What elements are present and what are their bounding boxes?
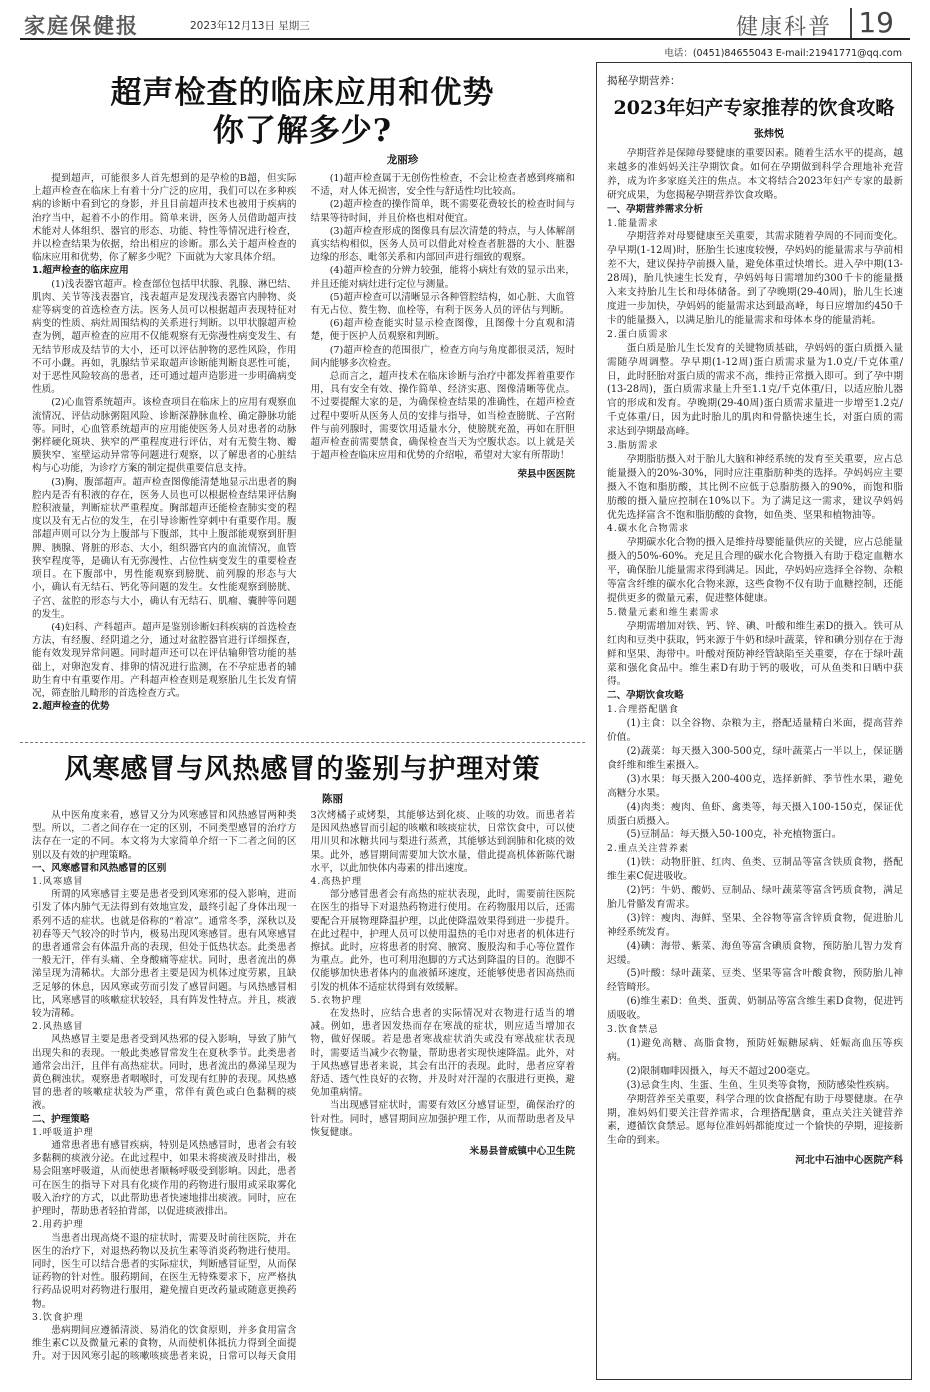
body-paragraph: (3)忌食生肉、生蛋、生鱼、生贝类等食物，预防感染性疾病。: [626, 1079, 896, 1091]
subsection-heading: 1.合理搭配膳食: [607, 704, 679, 716]
article-ultrasound: [20, 60, 585, 740]
body-paragraph: (2)超声检查的操作简单，既不需要花费较长的检查时间与结果等待时间，并且价格也相对便宜。: [310, 199, 575, 224]
body-paragraph: (2)心血管系统超声。该检查项目在临床上的应用有观察血流情况、评估动脉粥阻风险、诊断深静脉血栓、确定静脉功能等。同时，心血管系统超声的应用能使医务人员对患者的动脉粥样硬化斑块、狭窄的严重程度进行评估，对有无赘生物、瓣膜狭窄、室壁运动异常等问题进行观察，以了解患者的心脏结构与心功能，为诊疗方案的制定提供重要信息支持。: [32, 397, 297, 475]
body-paragraph: (5)超声检查可以清晰显示各种管腔结构，如心脏、大血管有无占位、赘生物、血栓等，有利于医务人员的评估与判断。: [310, 291, 575, 317]
subsection-heading: 5.微量元素和维生素需求: [607, 606, 720, 618]
body-paragraph: (5)豆制品：每天摄入50-100克，补充植物蛋白。: [626, 829, 842, 841]
body-paragraph: 所谓的风寒感冒主要是患者受到风寒邪的侵入影响，进而引发了体内肺气无法得到有效地宣发，最终引起了身体出现一系列不适的症状。也就是俗称的“着凉”。通常冬季，深秋以及初春等天气较冷的时节内，极易出现风寒感冒。患有风寒感冒的患者通常会有体温升高的表现，但处于低热状态。此类患者一般无汗，伴有头痛、全身酸痛等症状。同时，患者流出的鼻涕呈现为清稀状。大部分患者主要是因为机体过度劳累，且缺乏足够的休息，因风寒或劳而引发了感冒问题。与风热感冒相比，风寒感冒的咳嗽症状较轻，具有阵发性特点。并且，痰液较为清稀。: [32, 889, 297, 1020]
subsection-heading: 3.饮食护理: [32, 1311, 84, 1323]
article-pregnancy-nutrition: [596, 62, 912, 1380]
article-title: 风寒感冒与风热感冒的鉴别与护理对策: [64, 754, 541, 785]
article-author: 龙丽珍: [386, 154, 419, 166]
body-paragraph: 孕期营养至关重要，科学合理的饮食搭配有助于母婴健康。在孕期，准妈妈们要关注营养需求，合理搭配膳食，重点关注关键营养素，遵循饮食禁忌。愿每位准妈妈都能度过一个愉快的孕期，迎接新生命的到来。: [607, 1093, 903, 1147]
newspaper-name: 家庭保健报: [24, 14, 139, 38]
body-paragraph: (2)钙：牛奶、酸奶、豆制品、绿叶蔬菜等富含钙质食物，满足胎儿骨骼发育需求。: [607, 885, 903, 910]
subsection-heading: 4.高热护理: [310, 876, 363, 888]
subsection-heading: 2.用药护理: [32, 1219, 84, 1231]
body-paragraph: (7)超声检查的范围很广，检查方向与角度都很灵活，短时间内能够多次检查。: [310, 344, 575, 369]
article-kicker: 揭秘孕期营养：: [607, 75, 681, 87]
contact-info: 电话：(0451)84655043 E-mail:21941771@qq.com: [664, 48, 902, 59]
article-title: 2023年妇产专家推荐的饮食攻略: [613, 97, 895, 119]
masthead: [20, 6, 910, 40]
subsection-heading: 1.呼吸道护理: [32, 1126, 94, 1138]
subsection-heading: 4.碳水化合物需求: [607, 523, 690, 535]
subsection-heading: 2.重点关注营养素: [607, 843, 690, 855]
masthead-divider: [850, 8, 852, 38]
body-paragraph: 患病期间应遵循清淡、易消化的饮食原则，并多食用富含维生素C以及微量元素的食物，从而使机体抵抗力得到全面提升。对于因风寒引起的咳嗽咳痰患者来说，日常可以每天食用3次烤橘子或烤梨，其能够达到化痰、止咳的功效。而患者若是因风热感冒而引起的咳嗽和咳痰症状，日常饮食中，可以使用川贝和冰糖共同与梨进行蒸煮，其能够达到润肺和化痰的效果。此外，感冒期间需要加大饮水量，借此提高机体新陈代谢水平，以此加快体内毒素的排出速度。: [32, 810, 575, 1363]
article-author: 陈丽: [322, 793, 343, 805]
body-paragraph: (1)铁：动物肝脏、红肉、鱼类、豆制品等富含铁质食物，搭配维生素C促进吸收。: [607, 857, 903, 883]
body-paragraph: 总而言之，超声技术在临床诊断与治疗中都发挥着重要作用，具有安全有效、操作简单、经济实惠、图像清晰等优点。不过要提醒大家的是，为确保检查结果的准确性，在超声检查过程中要听从医务人员的安排与指导，如当检查膀胱、子宫附件与前列腺时，需要饮用适量水分，使膀胱充盈，再如在肝胆超声检查前需要禁食，确保检查当天为空腹状态。以上就是关于超声检查临床应用和优势的介绍啦，希望对大家有所帮助！: [310, 371, 575, 462]
body-paragraph: 蛋白质是胎儿生长发育的关键物质基础，孕妈妈的蛋白质摄入量需随孕周调整。孕早期(1-12周)蛋白质需求量为1.0克/千克体重/日，此时胚胎对蛋白质的需求不高，维持正常摄入即可。到了孕中期(13-28周)，蛋白质需求量上升至1.1克/千克体重/日，以适应胎儿器官的形成和发育。孕晚期(29-40周)蛋白质需求量进一步增至1.2克/千克体重/日，因为此时胎儿的肌肉和骨骼快速生长，对蛋白质的需求达到孕期最高峰。: [607, 342, 903, 438]
body-paragraph: (1)浅表器官超声。检查部位包括甲状腺、乳腺、淋巴结、肌肉、关节等浅表器官，浅表超声是发现浅表器官内肿物、炎症等病变的首选检查方法。医务人员可以根据超声表现特征对病变的性质、病灶周围结构的关系进行判断。以甲状腺超声检查为例，超声检查的应用不仅能观察有无弥漫性病变发生、有无结节形成及结节的大小，还可以评估肿物的恶性风险，作用不可小觑。再如，乳腺结节采取超声诊断能判断良恶性可能，对于恶性风险较高的患者，还可通过超声造影进一步明确病变性质。: [32, 278, 297, 396]
article-body: [32, 809, 575, 1373]
body-paragraph: 通常患者患有感冒疾病，特别是风热感冒时，患者会有较多黏稠的痰液分泌。在此过程中，如果未将痰液及时排出，极易会阻塞呼吸道，从而使患者顺畅呼吸受到影响。因此，患者可在医生的指导下对具有化痰作用的药物进行服用或采取雾化吸入治疗的方式，以此帮助患者快速地排出痰液。同时，应在护理时，帮助患者轻拍背部，以促进痰液排出。: [32, 1140, 297, 1218]
section-heading: 二、护理策略: [32, 1113, 90, 1125]
body-paragraph: 孕期营养是保障母婴健康的重要因素。随着生活水平的提高，越来越多的准妈妈关注孕期饮食。如何在孕期做到科学合理地补充营养，成为许多家庭关注的焦点。本文将结合2023年妇产专家的最新研究成果，为您揭秘孕期营养饮食攻略。: [607, 148, 903, 201]
section-heading: 一、风寒感冒和风热感冒的区别: [32, 862, 167, 874]
body-paragraph: (5)叶酸：绿叶蔬菜、豆类、坚果等富含叶酸食物，预防胎儿神经管畸形。: [607, 968, 903, 994]
subsection-heading: 5.衣物护理: [310, 994, 363, 1006]
body-paragraph: (1)主食：以全谷物、杂粮为主，搭配适量精白米面，提高营养价值。: [607, 718, 903, 744]
body-paragraph: 提到超声，可能很多人首先想到的是孕检的B超，但实际上超声检查在临床上有着十分广泛的应用，我们可以在多种疾病的诊断中看到它的身影，并且目前超声技术也被用于疾病的治疗当中，起着不小的作用。简单来讲，医务人员借助超声技术能对人体组织、器官的形态、功能、特性等情况进行检查，并以检查结果为依据，给出相应的诊断。那么关于超声检查的临床应用和优势，你了解多少呢？下面就为大家具体介绍。: [32, 173, 297, 264]
article-title: [20, 74, 585, 150]
subsection-heading: 1.能量需求: [607, 217, 659, 229]
body-paragraph: 从中医角度来看，感冒又分为风寒感冒和风热感冒两种类型。所以，二者之间存在一定的区别，不同类型感冒的治疗方法存在一定的不同。本文将为大家简单介绍一下二者之间的区别以及有效的护理策略。: [32, 810, 297, 861]
body-paragraph: 当患者出现高烧不退的症状时，需要及时前往医院，并在医生的治疗下，对退热药物以及抗生素等消炎药物进行使用。同时，医生可以结合患者的实际症状，判断感冒证型，从而保证药物的针对性。服药期间，在医生无特殊要求下，应严格执行药品说明对药物进行服用，避免擅自更改药量或随意更换药物。: [32, 1232, 297, 1310]
body-paragraph: (6)维生素D：鱼类、蛋黄、奶制品等富含维生素D食物，促进钙质吸收。: [607, 996, 903, 1022]
subsection-heading: 3.饮食禁忌: [607, 1024, 659, 1036]
body-paragraph: (1)避免高糖、高脂食物，预防妊娠糖尿病、妊娠高血压等疾病。: [607, 1038, 903, 1063]
body-paragraph: (3)水果：每天摄入200-400克，选择新鲜、季节性水果，避免高糖分水果。: [607, 773, 903, 799]
body-paragraph: (4)碘：海带、紫菜、海鱼等富含碘质食物，预防胎儿智力发育迟缓。: [607, 940, 903, 966]
page-number: 19: [858, 6, 894, 39]
issue-date: 2023年12月13日 星期三: [190, 20, 310, 32]
subsection-heading: 3.脂肪需求: [607, 440, 659, 452]
body-paragraph: (3)胸、腹部超声。超声检查图像能清楚地显示出患者的胸腔内是否有积液的存在，医务人员也可以根据检查结果评估胸腔积液量，判断症状严重程度。胸部超声还能检查肺实变的程度以及有无占位的发生，在引导诊断性穿刺中有重要作用。腹部超声则可以分为上腹部与下腹部，其中上腹部能观察到肝胆脾、胰腺、肾脏的形态、大小，组织器官内的血流情况，血管狭窄程度等，是确认有无弥漫性、占位性病变发生的重要检查项目。在下腹部中，男性能观察到膀胱、前列腺的形态与大小，确认有无结石、钙化等问题的发生。女性能观察到膀胱、子宫、盆腔的形态与大小，确认有无结石、肌瘤、囊肿等问题的发生。: [32, 476, 297, 620]
body-paragraph: (3)超声检查形成的图像具有层次清楚的特点，与人体解剖真实结构相似，医务人员可以借此对检查者脏器的大小、脏器边缘的形态、毗邻关系和内部回声进行细致的观察。: [310, 225, 575, 264]
body-paragraph: (1)超声检查属于无创伤性检查，不会让检查者感到疼痛和不适，对人体无损害，安全性与舒适性均比较高。: [310, 173, 575, 198]
body-paragraph: 孕期碳水化合物的摄入是维持母婴能量供应的关键，应占总能量摄入的50%-60%。充足且合理的碳水化合物摄入有助于稳定血糖水平，确保胎儿能量需求得到满足。因此，孕妈妈应选择全谷物、杂粮等富含纤维的碳水化合物来源，这些食物不仅有助于血糖控制，还能提供更多的微量元素，促进整体健康。: [607, 537, 903, 604]
article-body: [32, 172, 575, 732]
body-paragraph: 当出现感冒症状时，需要有效区分感冒证型，确保治疗的针对性。同时，感冒期间应加强护理工作，从而帮助患者及早恢复健康。: [310, 1100, 575, 1138]
section-heading: 一、孕期营养需求分析: [607, 203, 703, 215]
byline-institution: 河北中石油中心医院产科: [795, 1155, 903, 1167]
body-paragraph: 孕期脂肪摄入对于胎儿大脑和神经系统的发育至关重要，应占总能量摄入的20%-30%，同时应注重脂肪种类的选择。孕妈妈应主要摄入不饱和脂肪酸，其比例不应低于总脂肪摄入的90%，而饱和脂肪酸的摄入量应控制在10%以下。为了满足这一需求，建议孕妈妈优先选择富含不饱和脂肪酸的食物，如鱼类、坚果和植物油等。: [607, 453, 903, 521]
body-paragraph: 孕期营养对母婴健康至关重要，其需求随着孕周的不同而变化。孕早期(1-12周)时，胚胎生长速度较慢，孕妈妈的能量需求与孕前相差不大，建议保持孕前摄入量，避免体重过快增长。进入孕中期(13-28周)，胎儿快速生长发育，孕妈妈每日需增加约300千卡的能量摄入来支持胎儿生长和母体储备。到了孕晚期(29-40周)，胎儿生长速度进一步加快，孕妈妈的能量需求达到最高峰，每日应增加约450千卡的能量摄入，以满足胎儿的能量需求和母体本身的能量消耗。: [607, 231, 903, 326]
body-paragraph: (2)限制咖啡因摄入，每天不超过200毫克。: [626, 1065, 816, 1077]
byline-institution: 米易县普威镇中心卫生院: [469, 1146, 575, 1158]
body-paragraph: 孕期需增加对铁、钙、锌、碘、叶酸和维生素D的摄入。铁可从红肉和豆类中获取，钙来源于牛奶和绿叶蔬菜，锌和碘分别存在于海鲜和坚果、海带中。叶酸对预防神经管缺陷至关重要，存在于绿叶蔬菜和强化食品中。维生素D有助于钙的吸收，可从鱼类和日晒中获得。: [607, 620, 903, 688]
section-heading: 2.超声检查的优势: [32, 701, 110, 713]
subsection-heading: 2.蛋白质需求: [607, 328, 669, 340]
section-heading: 1.超声检查的临床应用: [32, 265, 129, 277]
section-heading: 二、孕期饮食攻略: [607, 690, 684, 702]
article-body: [607, 147, 903, 1375]
subsection-heading: 2.风热感冒: [32, 1021, 84, 1033]
article-author: 张炜悦: [754, 129, 784, 140]
article-cold-flu: [20, 742, 585, 1378]
body-paragraph: (4)肉类：瘦肉、鱼虾、禽类等，每天摄入100-150克，保证优质蛋白质摄入。: [607, 801, 903, 827]
title-line-2: 你了解多少?: [212, 113, 393, 149]
subsection-heading: 1.风寒感冒: [32, 876, 84, 888]
body-paragraph: 部分感冒患者会有高热的症状表现，此时，需要前往医院在医生的指导下对退热药物进行使用。在药物服用以后，还需要配合开展物理降温护理，以此使降温效果得到进一步提升。在此过程中，护理人员可以使用温热的毛巾对患者的机体进行擦拭。此时，应将患者的肘窝、腋窝、腹股沟和手心等位置作为重点。此外，也可利用泡脚的方式达到降温的目的。泡脚不仅能够加快患者体内的血液循环速度，还能够使患者因高热而引发的机体不适症状得到有效缓解。: [310, 889, 575, 993]
title-line-1: 超声检查的临床应用和优势: [110, 75, 495, 111]
section-name: 健康科普: [735, 15, 832, 40]
body-paragraph: (2)蔬菜：每天摄入300-500克，绿叶蔬菜占一半以上，保证膳食纤维和维生素摄入。: [607, 745, 903, 771]
body-paragraph: (4)妇科、产科超声。超声是鉴别诊断妇科疾病的首选检查方法，有经腹、经阴道之分，通过对盆腔器官进行详细探查，能有效发现异常问题。同时超声还可以在评估输卵管功能的基础上，对卵泡发育、排卵的情况进行监测，在不孕症患者的辅助生育中有重要作用。产科超声检查则是观察胎儿生长发育情况，筛查胎儿畸形的首选检查方式。: [32, 621, 297, 699]
body-paragraph: (4)超声检查的分辨力较强，能将小病灶有效的显示出来，并且还能对病灶进行定位与测量。: [310, 265, 575, 290]
body-paragraph: 在发热时，应结合患者的实际情况对衣物进行适当的增减。例如，患者因发热而存在寒战的症状，则应适当增加衣物，做好保暖。若是患者寒战症状消失或没有寒战症状表现时，需要适当减少衣物量，帮助患者实现快速降温。此外，对于风热感冒患者来说，其会有出汗的表现。此时，患者应穿着舒适、透气性良好的衣物，并及时对汗湿的衣服进行更换，避免加重病情。: [310, 1008, 575, 1099]
body-paragraph: 风热感冒主要是患者受到风热邪的侵入影响，导致了肺气出现失和的表现。一般此类感冒常发生在夏秋季节。此类患者通常会出汗，且伴有高热症状。同时，患者流出的鼻涕呈现为黄色稠浊状。观察患者咽喉时，可发现有红肿的表现。风热感冒的患者的咳嗽症状较为严重，常伴有黄色或白色黏稠的痰液。: [32, 1034, 297, 1112]
body-paragraph: (3)锌：瘦肉、海鲜、坚果、全谷物等富含锌质食物，促进胎儿神经系统发育。: [607, 912, 903, 938]
byline-institution: 荣县中医医院: [517, 469, 575, 481]
body-paragraph: (6)超声检查能实时显示检查图像，且图像十分直观和清楚，便于医护人员观察和判断。: [310, 318, 575, 343]
